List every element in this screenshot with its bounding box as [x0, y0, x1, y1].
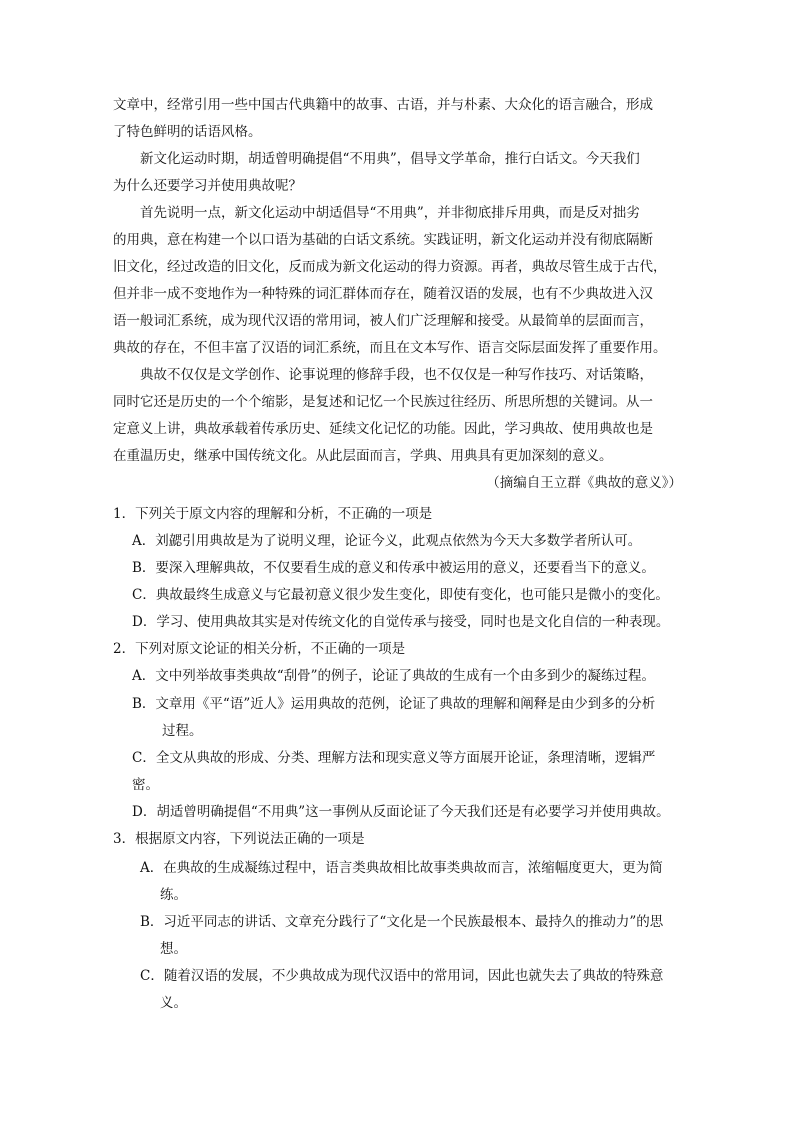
option-b: B．要深入理解典故，不仅要看生成的意义和传承中被运用的意义，还要看当下的意义。 — [132, 560, 655, 576]
option-b: B．习近平同志的讲话、文章充分践行了“文化是一个民族最根本、最持久的推动力”的思 — [140, 914, 664, 930]
option-c: C．典故最终生成意义与它最初意义很少发生变化，即使有变化，也可能只是微小的变化。 — [132, 587, 669, 603]
option-a: A．文中列举故事类典故“刮骨”的例子，论证了典故的生成有一个由多到少的凝练过程。 — [132, 668, 656, 684]
question-stem: 1．下列关于原文内容的理解和分析，不正确的一项是 — [113, 506, 433, 522]
passage-line: 的用典，意在构建一个以口语为基础的白话文系统。实践证明，新文化运动并没有彻底隔断 — [113, 232, 653, 248]
question-stem: 2．下列对原文论证的相关分析，不正确的一项是 — [113, 641, 406, 657]
option-a-continuation: 练。 — [160, 887, 187, 903]
option-c: C．随着汉语的发展，不少典故成为现代汉语中的常用词，因此也就失去了典故的特殊意 — [140, 968, 664, 984]
option-c-continuation: 义。 — [160, 995, 187, 1011]
option-d: D．学习、使用典故其实是对传统文化的自觉传承与接受，同时也是文化自信的一种表现。 — [132, 614, 670, 630]
passage-line: 在重温历史，继承中国传统文化。从此层面而言，学典、用典具有更加深刻的意义。 — [113, 448, 613, 464]
option-d: D．胡适曾明确提倡“不用典”这一事例从反面论证了今天我们还是有必要学习并使用典故。 — [132, 804, 670, 820]
passage-line: 新文化运动时期，胡适曾明确提倡“不用典”，倡导文学革命，推行白话文。今天我们 — [140, 151, 640, 167]
option-a: A．在典故的生成凝练过程中，语言类典故相比故事类典故而言，浓缩幅度更大，更为简 — [140, 860, 663, 876]
option-b-continuation: 过程。 — [162, 723, 203, 739]
option-a: A．刘勰引用典故是为了说明义理，论证今义，此观点依然为今天大多数学者所认可。 — [132, 533, 642, 549]
passage-line: 了特色鲜明的话语风格。 — [113, 124, 262, 140]
passage-line: 典故不仅仅是文学创作、论事说理的修辞手段，也不仅仅是一种写作技巧、对话策略， — [140, 367, 653, 383]
passage-line: 同时它还是历史的一个个缩影，是复述和记忆一个民族过往经历、所思所想的关键词。从一 — [113, 394, 653, 410]
passage-line: 定意义上讲，典故承载着传承历史、延续文化记忆的功能。因此，学习典故、使用典故也是 — [113, 421, 653, 437]
option-b-continuation: 想。 — [160, 941, 187, 957]
passage-line: 首先说明一点，新文化运动中胡适倡导“不用典”，并非彻底排斥用典，而是反对拙劣 — [140, 205, 640, 221]
question-stem: 3．根据原文内容，下列说法正确的一项是 — [113, 831, 365, 847]
passage-line: 但并非一成不变地作为一种特殊的词汇群体而存在，随着汉语的发展，也有不少典故进入汉 — [113, 286, 653, 302]
passage-line: 旧文化，经过改造的旧文化，反而成为新文化运动的得力资源。再者，典故尽管生成于古代， — [113, 259, 667, 275]
option-c: C．全文从典故的形成、分类、理解方法和现实意义等方面展开论证，条理清晰，逻辑严 — [132, 750, 656, 766]
passage-line: 为什么还要学习并使用典故呢？ — [113, 178, 302, 194]
option-b: B．文章用《平“语”近人》运用典故的范例，论证了典故的理解和阐释是由少到多的分析 — [132, 696, 656, 712]
passage-line: 语一般词汇系统，成为现代汉语的常用词，被人们广泛理解和接受。从最简单的层面而言， — [113, 313, 653, 329]
passage-line: 典故的存在，不但丰富了汉语的词汇系统，而且在文本写作、语言交际层面发挥了重要作用。 — [113, 340, 667, 356]
option-c-continuation: 密。 — [132, 777, 159, 793]
passage-source: （摘编自王立群《典故的意义》） — [486, 475, 682, 491]
passage-line: 文章中，经常引用一些中国古代典籍中的故事、古语，并与朴素、大众化的语言融合，形成 — [113, 97, 653, 113]
